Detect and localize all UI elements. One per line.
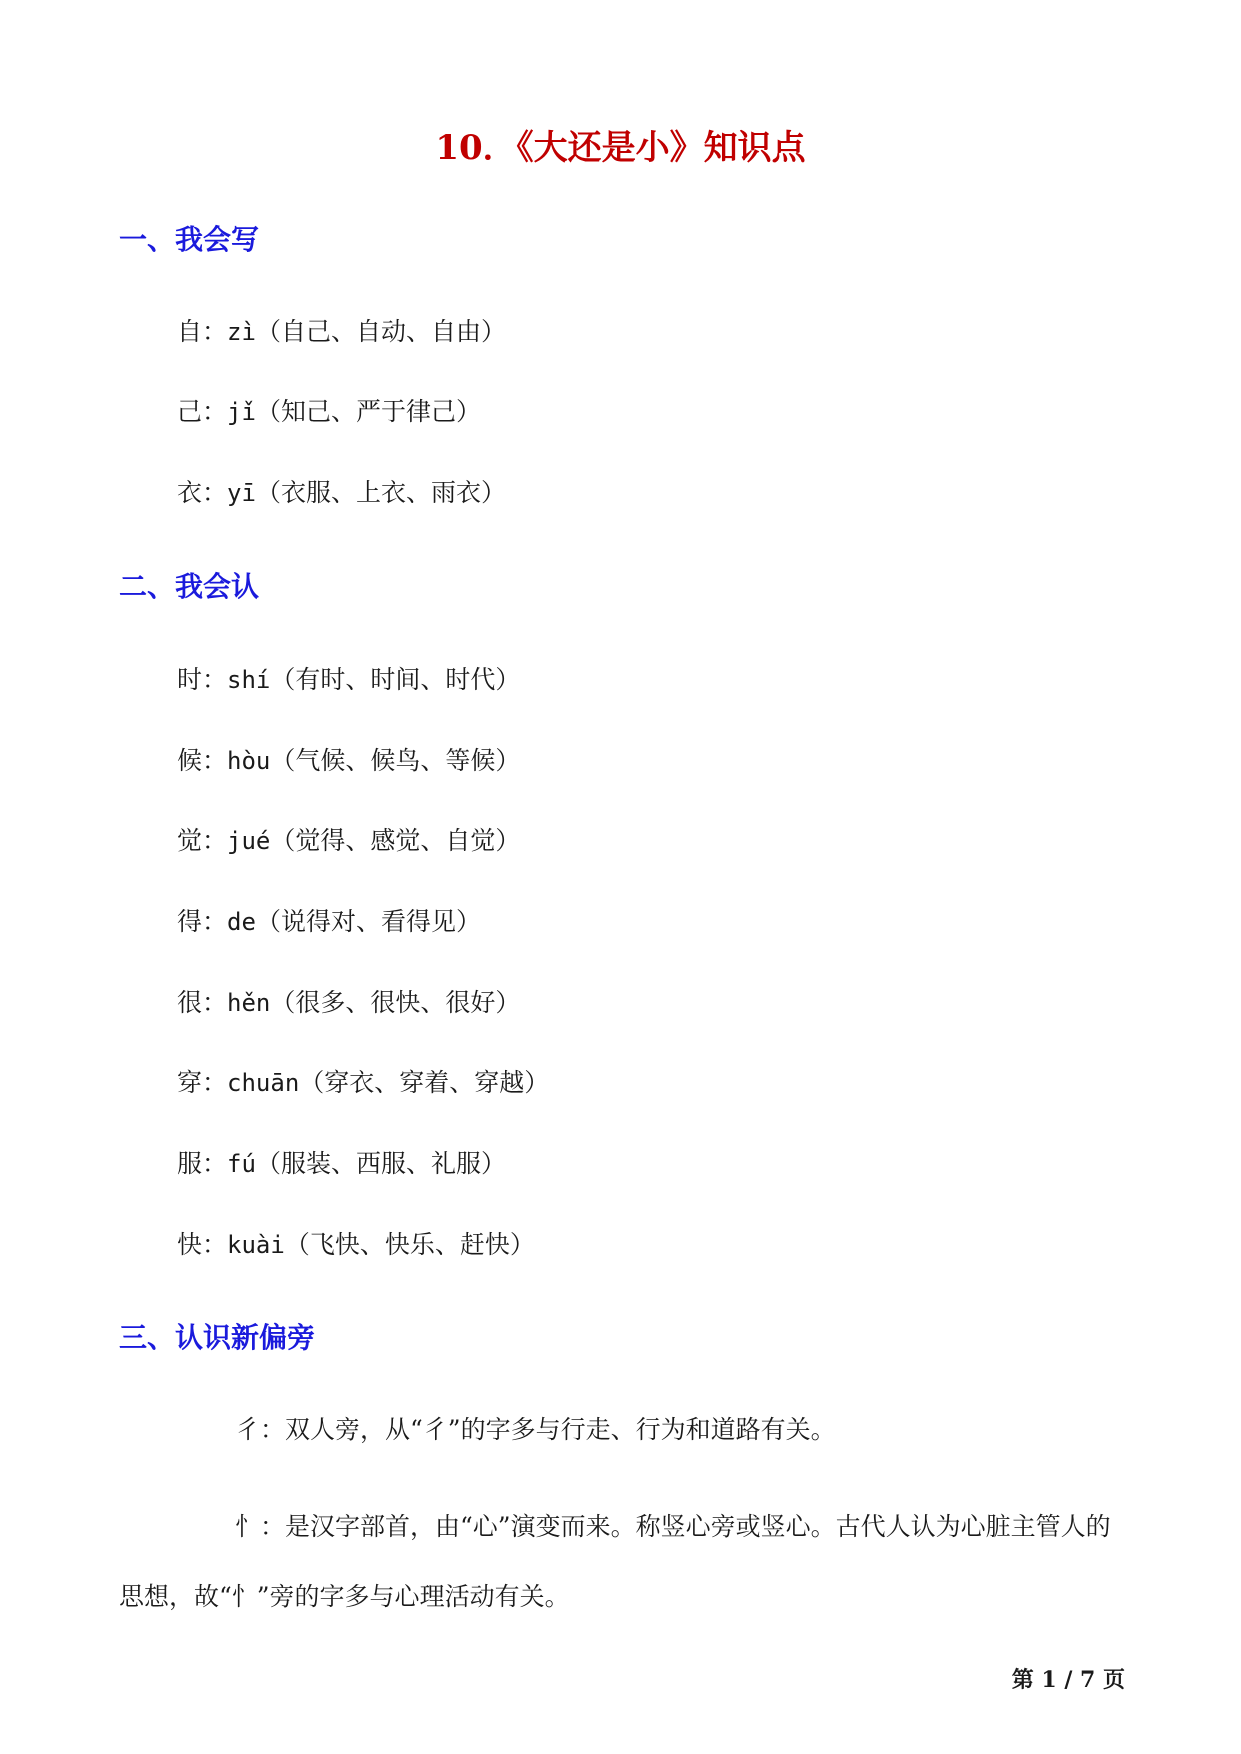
entry-pinyin: chuān — [227, 1069, 300, 1097]
entry-separator: ： — [202, 746, 228, 775]
entry-char: 时 — [177, 665, 203, 694]
vocab-entry — [177, 823, 520, 859]
entry-char: 穿 — [177, 1068, 203, 1097]
vocab-entry — [177, 904, 481, 940]
entry-separator: ： — [202, 397, 228, 426]
entry-char: 得 — [177, 907, 203, 936]
radical-paragraph — [119, 1412, 1127, 1448]
entry-separator: ： — [202, 665, 228, 694]
entry-char: 衣 — [177, 478, 203, 507]
page-number: 第 1 / 7 页 — [1011, 1667, 1125, 1693]
entry-pinyin: jué — [227, 827, 271, 855]
entry-pinyin: zì — [227, 318, 256, 346]
radical-glyph: 忄 — [235, 1512, 261, 1541]
entry-separator: ： — [202, 1230, 228, 1259]
entry-words: （很多、很快、很好） — [270, 988, 521, 1017]
entry-separator: ： — [202, 1149, 228, 1178]
vocab-entry — [177, 1146, 506, 1182]
radical-description: ：双人旁，从“彳”的字多与行走、行为和道路有关。 — [260, 1415, 836, 1444]
entry-words: （自己、自动、自由） — [255, 317, 506, 346]
radical-description: ：是汉字部首，由“心”演变而来。称竖心旁或竖心。古代人认为心脏主管人的思想，故“忄”旁的字多与心理活动有关。 — [119, 1512, 1111, 1611]
entry-words: （气候、候鸟、等候） — [270, 746, 521, 775]
entry-char: 很 — [177, 988, 203, 1017]
entry-words: （有时、时间、时代） — [270, 665, 521, 694]
entry-pinyin: hòu — [227, 747, 271, 775]
entry-char: 快 — [177, 1230, 203, 1259]
entry-char: 服 — [177, 1149, 203, 1178]
vocab-entry — [177, 475, 506, 511]
section-heading-radicals: 三、认识新偏旁 — [119, 1321, 316, 1354]
entry-pinyin: shí — [227, 666, 271, 694]
radical-paragraph — [119, 1492, 1127, 1632]
entry-pinyin: fú — [227, 1150, 256, 1178]
entry-separator: ： — [202, 907, 228, 936]
entry-pinyin: kuài — [227, 1231, 285, 1259]
entry-separator: ： — [202, 1068, 228, 1097]
entry-pinyin: de — [227, 908, 256, 936]
radical-glyph: 彳 — [235, 1415, 261, 1444]
entry-char: 己 — [177, 397, 203, 426]
entry-separator: ： — [202, 988, 228, 1017]
entry-words: （觉得、感觉、自觉） — [270, 826, 521, 855]
vocab-entry — [177, 314, 506, 350]
entry-words: （说得对、看得见） — [255, 907, 481, 936]
vocab-entry — [177, 394, 481, 430]
vocab-entry — [177, 985, 520, 1021]
entry-separator: ： — [202, 478, 228, 507]
entry-words: （知己、严于律己） — [255, 397, 481, 426]
entry-pinyin: hěn — [227, 989, 271, 1017]
entry-pinyin: yī — [227, 479, 256, 507]
entry-words: （穿衣、穿着、穿越） — [299, 1068, 550, 1097]
vocab-entry — [177, 662, 520, 698]
entry-words: （衣服、上衣、雨衣） — [255, 478, 506, 507]
entry-words: （服装、西服、礼服） — [255, 1149, 506, 1178]
entry-pinyin: jǐ — [227, 398, 256, 426]
vocab-entry — [177, 1227, 535, 1263]
vocab-entry — [177, 743, 520, 779]
entry-separator: ： — [202, 317, 228, 346]
vocab-entry — [177, 1065, 549, 1101]
section-heading-recognize: 二、我会认 — [119, 570, 260, 603]
entry-char: 自 — [177, 317, 203, 346]
entry-char: 觉 — [177, 826, 203, 855]
entry-separator: ： — [202, 826, 228, 855]
entry-char: 候 — [177, 746, 203, 775]
section-heading-write: 一、我会写 — [119, 223, 260, 256]
entry-words: （飞快、快乐、赶快） — [284, 1230, 535, 1259]
page-title: 10．《大还是小》知识点 — [435, 128, 806, 168]
